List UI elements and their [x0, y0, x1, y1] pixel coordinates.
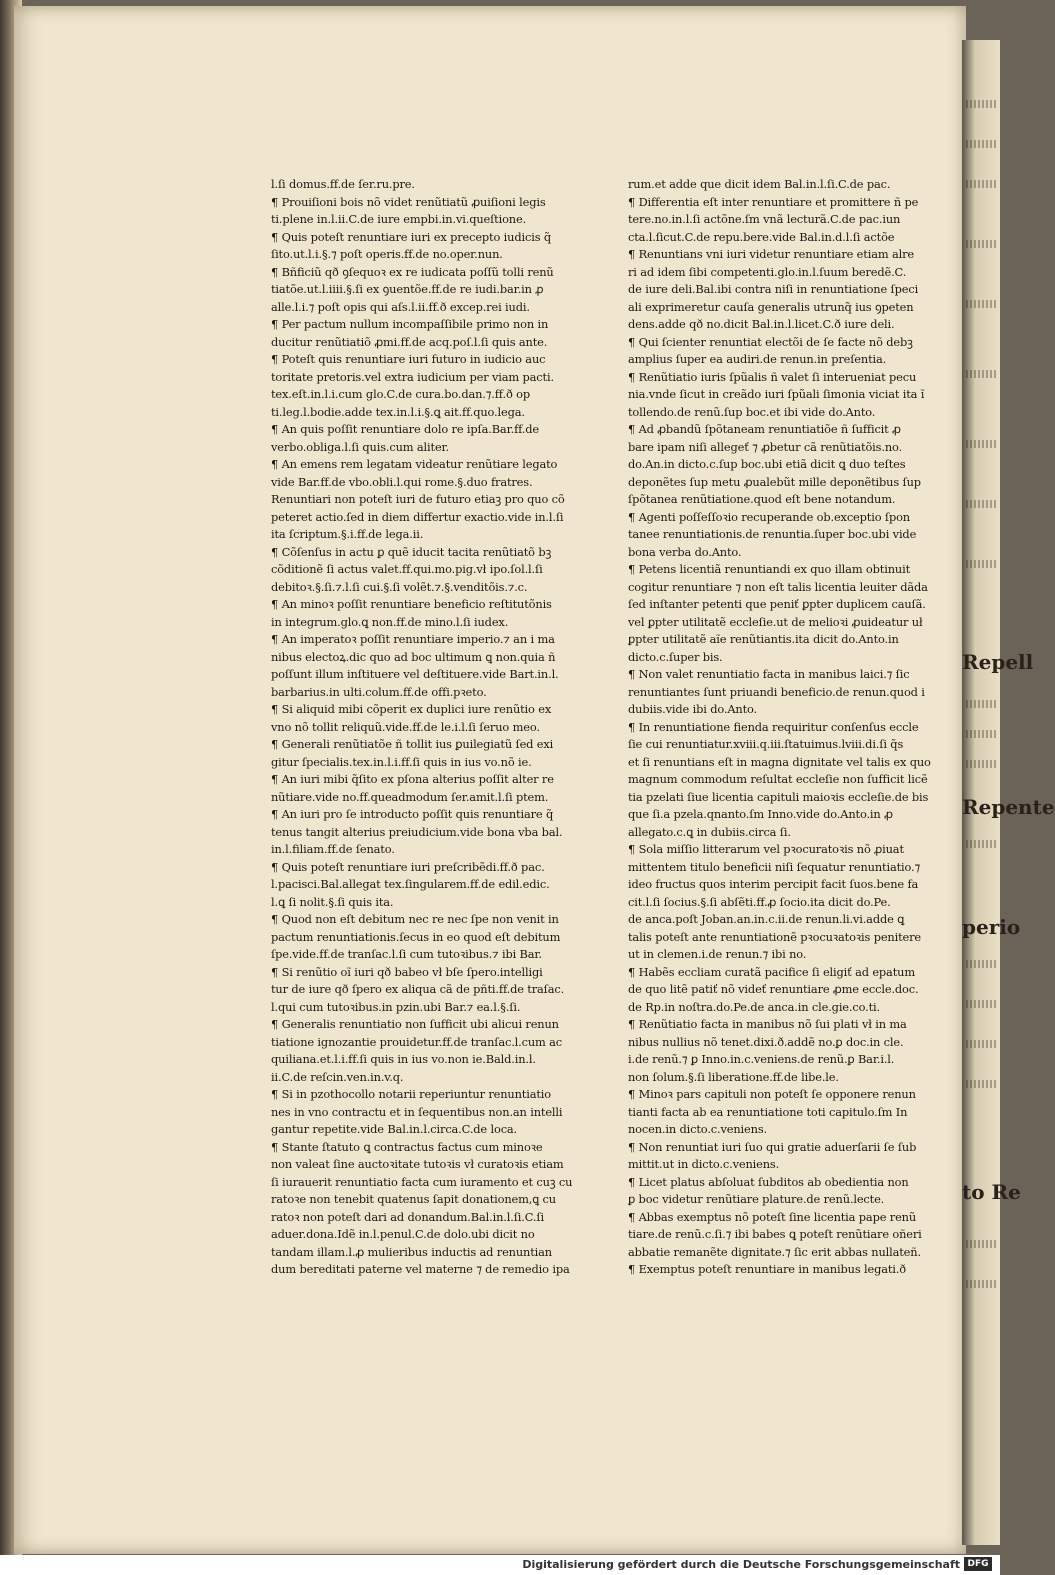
text-line: ducitur renũtiatiõ ꝓmi.ff.de acq.poſ.l.ſi quis ante. — [271, 334, 548, 349]
text-line: tenus tangit alterius preiudicium.vide bona vba bal. — [271, 824, 563, 839]
text-line: ꝑpter utilitatẽ aĩe renũtiantis.ita dicit do.Anto.in — [628, 632, 899, 646]
text-line: amplius ſuper ea audiri.de renun.in preſentia. — [628, 352, 887, 366]
text-line: ¶ Renuntians vni iuri videtur renuntiare etiam alre — [628, 247, 914, 261]
funding-credit: Digitalisierung gefördert durch die Deutsche Forschungsgemeinschaft — [522, 1558, 960, 1571]
text-line: gitur ſpecialis.tex.in.l.i.ff.ſi quis in ius vo.nõ ie. — [271, 754, 532, 769]
text-line: tiare.de renũ.c.ſi.⁊ ibi babes ꝗ poteſt renũtiare oñeri — [628, 1227, 922, 1241]
text-line: ¶ Prouiſioni bois nõ videt renũtiatũ ꝓuiſioni legis — [271, 194, 546, 209]
text-line: ratoꝛ non poteſt dari ad donandum.Bal.in.l.ſi.C.ſi — [271, 1209, 544, 1224]
text-line: mittit.ut in dicto.c.veniens. — [628, 1157, 780, 1171]
facing-page-word: to Re — [962, 1180, 1021, 1204]
text-line: ¶ Poteſt quis renuntiare iuri futuro in iudicio auc — [271, 352, 546, 366]
text-line: vide Bar.ff.de vbo.obli.l.qui rome.§.duo fratres. — [271, 474, 533, 489]
text-line: ri ad idem ſibi competenti.glo.in.l.ſuum beredẽ.C. — [628, 264, 907, 279]
text-line: ¶ Quod non eſt debitum nec re nec ſpe non venit in — [271, 912, 559, 926]
text-line: nũtiare.vide no.ff.queadmodum ſer.amit.l.ſi ptem. — [271, 789, 549, 804]
text-line: vel ꝑpter utilitatẽ eccleſie.ut de melioꝛi ꝓuideatur uł — [628, 614, 923, 629]
text-line: ¶ Cõſenſus in actu ꝑ quẽ iducit tacita renũtiatõ bꝫ — [271, 544, 552, 559]
text-line: ſi iurauerit renuntiatio facta cum iuramento et cuꝫ cu — [271, 1174, 573, 1189]
text-line: ſito.ut.l.i.§.⁊ poſt operis.ff.de no.oper.nun. — [271, 247, 503, 261]
text-line: tandam illam.l.ꝓ mulieribus inductis ad renuntian — [271, 1244, 552, 1259]
text-line: ¶ Ad ꝓbandũ ſpõtaneam renuntiatiõe ñ ſufficit ꝓ — [628, 422, 901, 436]
text-line: ¶ An emens rem legatam videatur renũtiare legato — [271, 457, 558, 471]
text-line: ¶ Qui ſcienter renuntiat electõi de ſe facte nõ debꝫ — [628, 334, 913, 349]
text-line: ¶ Sola miſſio litterarum vel pꝛocuratoꝛis nõ ꝓiuat — [628, 842, 904, 856]
text-line: non ſolum.§.ſi liberatione.ff.de libe.le. — [628, 1069, 839, 1084]
text-line: bona verba do.Anto. — [628, 544, 742, 559]
text-line: nibus nullius nõ tenet.dixi.ð.addẽ no.ꝑ doc.in cle. — [628, 1034, 904, 1049]
text-line: ¶ An minoꝛ poſſit renuntiare beneficio reſtitutõnis — [271, 597, 552, 611]
text-line: ¶ Si in pzothocollo notarii reperiuntur renuntiatio — [271, 1087, 551, 1101]
text-line: vno nõ tollit reliquũ.vide.ff.de le.i.l.ſi ſeruo meo. — [271, 719, 540, 734]
text-line: ¶ Bñficiũ qð ꝯſequoꝛ ex re iudicata poſſũ tolli renũ — [271, 264, 554, 279]
text-line: tex.eſt.in.l.i.cum glo.C.de cura.bo.dan.⁊.ff.ð op — [271, 387, 530, 401]
text-line: ¶ In renuntiatione fienda requiritur conſenſus eccle — [628, 719, 919, 734]
text-line: ¶ Renũtiatio facta in manibus nõ ſui plati vł in ma — [628, 1017, 907, 1031]
text-line: ii.C.de reſcin.ven.in.v.q. — [271, 1069, 404, 1084]
text-line: ¶ Si aliquid mibi cõperit ex duplici iure renũtio ex — [271, 702, 552, 716]
text-line: ¶ Stante ſtatuto ꝗ contractus factus cum minoꝛe — [271, 1139, 543, 1154]
left-text-column — [271, 176, 573, 1279]
text-line: l.ꝗ ſi nolit.§.ſi quis ita. — [271, 894, 394, 909]
text-line: de anca.poſt Joban.an.in.c.ii.de renun.li.vi.adde ꝗ — [628, 912, 905, 926]
text-line: tanee renuntiationis.de renuntia.ſuper boc.ubi vide — [628, 527, 917, 541]
text-line: abbatie remanẽte dignitate.⁊ ſic erit abbas nullateñ. — [628, 1244, 921, 1259]
text-line: dicto.c.ſuper bis. — [628, 649, 723, 664]
text-line: poſſunt illum inſtituere vel deſtituere.vide Bart.in.l. — [271, 667, 559, 681]
text-line: ideo fructus quos interim percipit facit ſuos.bene fa — [628, 877, 919, 891]
text-line: Renuntiari non poteſt iuri de futuro etiaꝫ pro quo cõ — [271, 492, 565, 506]
text-line: ¶ Generali renũtiatõe ñ tollit ius ꝑuilegiatũ ſed exi — [271, 737, 554, 751]
text-line: tollendo.de renũ.ſup boc.et ibi vide do.Anto. — [628, 404, 876, 419]
text-line: pactum renuntiationis.ſecus in eo quod eſt debitum — [271, 929, 561, 944]
text-line: ut in clemen.i.de renun.⁊ ibi no. — [628, 947, 807, 961]
text-line: peteret actio.ſed in diem differtur exactio.vide in.l.ſi — [271, 509, 564, 524]
text-line: dubiis.vide ibi do.Anto. — [628, 702, 757, 716]
facing-page-word: perio — [962, 915, 1021, 939]
text-line: alle.l.i.⁊ poſt opis qui aſs.l.ii.ff.ð excep.rei iudi. — [271, 299, 530, 314]
text-line: l.qui cum tutoꝛibus.in pzin.ubi Bar.⁊ ea.l.§.ſi. — [271, 999, 521, 1014]
text-line: dum bereditati paterne vel materne ⁊ de remedio ipa — [271, 1262, 570, 1276]
text-line: ¶ Abbas exemptus nõ poteſt ſine licentia pape renũ — [628, 1209, 917, 1224]
text-line: quiliana.et.l.i.ff.ſi quis in ius vo.non ie.Bald.in.l. — [271, 1052, 536, 1066]
text-line: ſie cui renuntiatur.xviii.q.iii.ſtatuimus.lviii.di.ſi q̃s — [628, 737, 904, 751]
text-line: ſpe.vide.ff.de tranſac.l.ſi cum tutoꝛibus.⁊ ibi Bar. — [271, 947, 542, 961]
text-line: cogitur renuntiare ⁊ non eſt talis licentia leuiter dãda — [628, 579, 928, 594]
text-line: ¶ An iuri pro ſe introducto poſſit quis renuntiare q̃ — [271, 807, 554, 821]
text-line: bare ipam niſi allegeť ⁊ ꝓbetur cã renũtiatõis.no. — [628, 439, 902, 454]
text-line: non valeat ſine auctoꝛitate tutoꝛis vł curatoꝛis etiam — [271, 1157, 564, 1171]
text-line: mittentem titulo beneficii niſi ſequatur renuntiatio.⁊ — [628, 859, 921, 874]
text-line: toritate pretoris.vel extra iudicium per viam pacti. — [271, 369, 554, 384]
text-line: renuntiantes ſunt priuandi beneficio.de renun.quod i — [628, 684, 925, 699]
text-line: i.de renũ.⁊ ꝑ Inno.in.c.veniens.de renũ.ꝑ Bar.i.l. — [628, 1052, 895, 1066]
text-line: debitoꝛ.§.ſi.⁊.l.ſi cui.§.ſi volẽt.⁊.§.venditõis.⁊.c. — [271, 579, 528, 594]
text-line: nia.vnde ſicut in creãdo iuri ſpũali ſimonia viciat ita ĩ — [628, 387, 925, 401]
text-line: ¶ Exemptus poteſt renuntiare in manibus legati.ð — [628, 1262, 906, 1276]
text-line: et ſi renuntians eſt in magna dignitate vel talis ex quo — [628, 754, 931, 769]
text-line: tur de iure qð ſpero ex aliqua cã de pñti.ff.de traſac. — [271, 982, 565, 996]
facing-page-word: Repente — [962, 795, 1055, 819]
text-line: nibus electoꝝ.dic quo ad boc ultimum ꝗ non.quia ñ — [271, 649, 556, 664]
text-line: ¶ Renũtiatio iuris ſpũalis ñ valet ſi interueniat pecu — [628, 369, 917, 384]
text-line: cit.l.ſi ſocius.§.ſi abſẽti.ff.ꝓ ſocio.ita dicit do.Pe. — [628, 894, 891, 909]
text-line: nocen.in dicto.c.veniens. — [628, 1122, 767, 1136]
text-line: ¶ Quis poteſt renuntiare iuri ex precepto iudicis q̃ — [271, 229, 552, 244]
text-line: rum.et adde que dicit idem Bal.in.l.ſi.C.de pac. — [628, 177, 891, 191]
text-line: tianti facta ab ea renuntiatione toti capitulo.ſm In — [628, 1104, 908, 1119]
text-line: ¶ An imperatoꝛ poſſit renuntiare imperio.⁊ an i ma — [271, 632, 555, 646]
text-line: ali exprimeretur cauſa generalis utrunq̃ ius ꝯpeten — [628, 299, 914, 314]
text-line: ¶ Agenti poſſeſſoꝛio recuperande ob.exceptio ſpon — [628, 509, 910, 524]
text-line: aduer.dona.Idẽ in.l.penul.C.de dolo.ubi dicit no — [271, 1227, 535, 1241]
text-line: in.l.filiam.ff.de ſenato. — [271, 842, 395, 856]
text-line: nes in vno contractu et in ſequentibus non.an intelli — [271, 1104, 563, 1119]
text-line: do.An.in dicto.c.ſup boc.ubi etiã dicit ꝗ duo teſtes — [628, 457, 906, 471]
text-line: tere.no.in.l.ſi actõne.ſm vnã lecturã.C.de pac.iun — [628, 212, 901, 226]
text-line: ¶ Si renũtio oĩ iuri qð babeo vł bſe ſpero.intelligi — [271, 964, 543, 979]
text-line: ¶ Quis poteſt renuntiare iuri preſcribẽdi.ff.ð pac. — [271, 859, 545, 874]
text-line: tiatõe.ut.l.iiii.§.ſi ex ꝯuentõe.ff.de re iudi.bar.in ꝓ — [271, 282, 544, 296]
text-line: ¶ An iuri mibi q̃ſito ex pſona alterius poſſit alter re — [271, 772, 554, 786]
text-line: tia pzelati ſiue licentia capituli maioꝛis eccleſie.de bis — [628, 789, 929, 804]
text-line: deponẽtes ſup metu ꝓualebũt mille deponẽtibus ſup — [628, 474, 921, 489]
text-line: dens.adde qð no.dicit Bal.in.l.licet.C.ð iure deli. — [628, 317, 895, 331]
text-line: in integrum.glo.ꝗ non.ff.de mino.l.ſi iudex. — [271, 614, 509, 629]
text-line: talis poteſt ante renuntiationẽ pꝛocuꝛatoꝛis penitere — [628, 929, 922, 944]
text-line: ti.plene in.l.ii.C.de iure empbi.in.vi.queſtione. — [271, 212, 527, 226]
text-line: ¶ Non renuntiat iuri ſuo qui gratie aduerſarii ſe ſub — [628, 1139, 917, 1154]
text-line: ratoꝛe non tenebit quatenus ſapit donationem,ꝗ cu — [271, 1192, 556, 1206]
text-line: gantur repetite.vide Bal.in.l.circa.C.de loca. — [271, 1122, 518, 1136]
text-line: l.pacisci.Bal.allegat tex.ſingularem.ff.de edil.edic. — [271, 877, 550, 891]
text-line: cõditionẽ ſi actus valet.ff.qui.mo.pig.vł ipo.ſol.l.ſi — [271, 562, 543, 576]
text-line: barbarius.in ulti.colum.ff.de offi.pꝛeto. — [271, 684, 487, 699]
text-line: de iure deli.Bal.ibi contra niſi in renuntiatione ſpeci — [628, 282, 919, 296]
text-line: ¶ Habẽs eccliam curatã pacifice ſi eligiť ad epatum — [628, 964, 915, 979]
text-line: l.ſi domus.ff.de ſer.ru.pre. — [271, 177, 415, 191]
facing-page-word: Repell — [962, 650, 1034, 674]
text-line: ¶ Per pactum nullum incompaſſibile primo non in — [271, 317, 549, 331]
text-line: ¶ Generalis renuntiatio non ſufficit ubi alicui renun — [271, 1017, 559, 1031]
text-line: de quo litẽ patiť nõ videť renuntiare ꝓme eccle.doc. — [628, 982, 919, 996]
text-line: ¶ An quis poſſit renuntiare dolo re ipſa.Bar.ff.de — [271, 422, 540, 436]
text-line: cta.l.ſicut.C.de repu.bere.vide Bal.in.d.l.ſi actõe — [628, 229, 895, 244]
text-line: ita ſcriptum.§.i.ff.de lega.ii. — [271, 527, 424, 541]
text-line: ¶ Non valet renuntiatio facta in manibus laici.⁊ ſic — [628, 667, 910, 681]
text-line: tiatione ignozantie prouidetur.ff.de tranſac.l.cum ac — [271, 1034, 563, 1049]
right-text-column — [628, 176, 931, 1279]
text-line: allegato.c.ꝗ in dubiis.circa ſi. — [628, 824, 791, 839]
text-line: magnum commodum reſultat eccleſie non ſufficit licẽ — [628, 772, 928, 786]
dfg-logo: DFG — [964, 1557, 992, 1571]
text-line: ¶ Differentia eſt inter renuntiare et promittere ñ pe — [628, 194, 919, 209]
text-line: que ſi.a pzela.qnanto.ſm Inno.vide do.Anto.in ꝓ — [628, 807, 893, 821]
text-line: de Rp.in noſtra.do.Pe.de anca.in cle.gie.co.ti. — [628, 999, 880, 1014]
facing-page-edge — [962, 40, 1055, 1545]
text-line: ꝑ boc videtur renũtiare plature.de renũ.lecte. — [628, 1192, 885, 1206]
text-line: ſed inſtanter petenti que peniť ꝑpter duplicem cauſã. — [628, 597, 926, 611]
text-line: ti.leg.l.bodie.adde tex.in.l.i.§.ꝗ ait.ff.quo.lega. — [271, 404, 525, 419]
text-line: ¶ Petens licentiã renuntiandi ex quo illam obtinuit — [628, 562, 910, 576]
text-line: ¶ Minoꝛ pars capituli non poteſt ſe opponere renun — [628, 1087, 916, 1101]
text-line: verbo.obliga.l.ſi quis.cum aliter. — [271, 439, 450, 454]
text-line: ſpõtanea renũtiatione.quod eſt bene notandum. — [628, 492, 896, 506]
text-line: ¶ Licet platus abſoluat ſubditos ab obedientia non — [628, 1174, 909, 1189]
